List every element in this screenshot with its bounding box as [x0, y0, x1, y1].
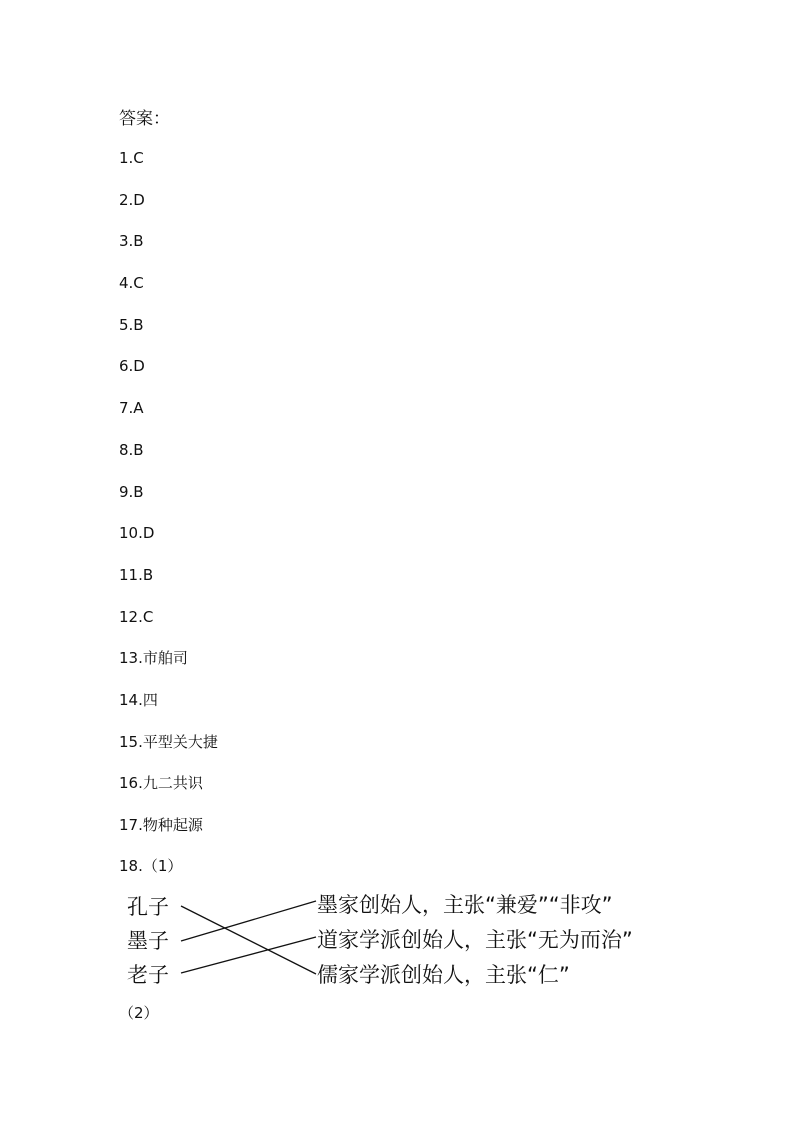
answer-4: 4.C	[119, 274, 144, 293]
answer-16: 16.九二共识	[119, 774, 203, 793]
question-18-part-2: （2）	[119, 1004, 159, 1022]
answer-15: 15.平型关大捷	[119, 732, 218, 751]
answer-12: 12.C	[119, 607, 154, 626]
answer-list	[119, 146, 218, 855]
answer-14: 14.四	[119, 690, 158, 709]
answer-13: 13.市舶司	[119, 649, 188, 668]
page-title: 答案：	[119, 109, 170, 129]
match-right-daojia: 道家学派创始人，主张“无为而治”	[317, 928, 633, 952]
match-left-kongzi: 孔子	[127, 895, 169, 919]
answer-17: 17.物种起源	[119, 816, 203, 834]
match-left-mozi: 墨子	[127, 929, 169, 953]
match-line-laozi-dao	[181, 937, 316, 973]
answer-3: 3.B	[119, 232, 144, 251]
match-line-mozi-mo	[181, 901, 316, 941]
answer-11: 11.B	[119, 565, 154, 584]
answer-9: 9.B	[119, 482, 144, 501]
match-left-laozi: 老子	[127, 963, 169, 987]
answer-10: 10.D	[119, 524, 155, 543]
question-18-heading: 18.（1）	[119, 857, 183, 875]
match-right-rujia: 儒家学派创始人，主张“仁”	[317, 963, 570, 987]
answer-5: 5.B	[119, 315, 144, 334]
answer-6: 6.D	[119, 357, 145, 376]
answer-2: 2.D	[119, 190, 145, 209]
answer-8: 8.B	[119, 440, 144, 459]
answer-7: 7.A	[119, 399, 144, 418]
match-right-mojia: 墨家创始人，主张“兼爱”“非攻”	[317, 893, 613, 917]
answer-1: 1.C	[119, 149, 144, 167]
match-line-kongzi-ru	[181, 906, 316, 974]
